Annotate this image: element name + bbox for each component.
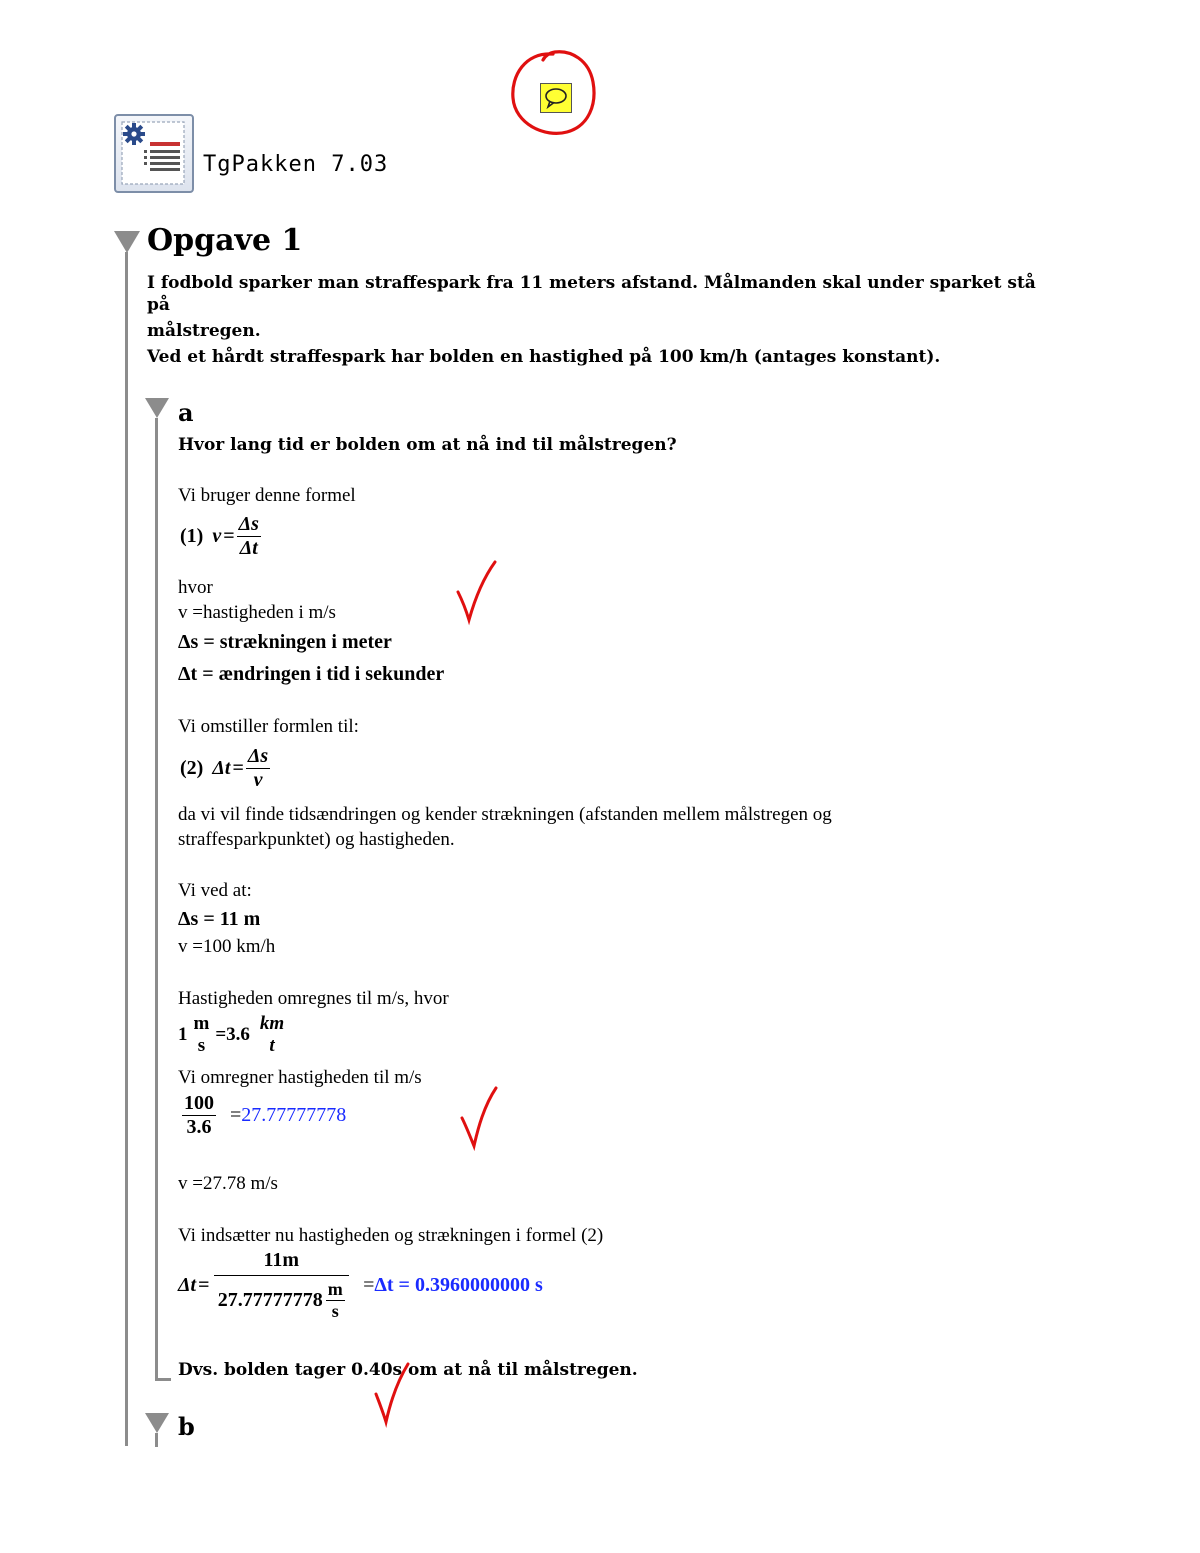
eq3-den-value: 27.77777778	[217, 1288, 323, 1311]
eq-numerator: Δs	[238, 513, 259, 535]
hvor-text: hvor	[178, 577, 213, 598]
calc-result: 27.77777778	[241, 1104, 347, 1126]
equation-label: (2)	[180, 757, 204, 779]
eq3-eq2: =	[363, 1273, 375, 1296]
checkmark-icon	[452, 558, 502, 628]
collapse-triangle-icon[interactable]	[145, 1413, 169, 1433]
subsection-b-outline-line	[155, 1433, 158, 1447]
conv-denominator: t	[269, 1034, 275, 1056]
calc-denominator: 3.6	[186, 1116, 212, 1138]
calc-eq: =	[230, 1104, 242, 1126]
eq-denominator	[216, 1276, 347, 1321]
comment-icon[interactable]	[540, 83, 572, 113]
collapse-triangle-icon[interactable]	[114, 231, 140, 253]
eq-sign: =	[198, 1273, 210, 1296]
known-s: Δs = 11 m	[178, 908, 261, 930]
eq-lhs: Δt	[212, 757, 231, 779]
definition-s: Δs = strækningen i meter	[178, 631, 392, 653]
subsection-b-title: b	[178, 1412, 195, 1441]
insert-text: Vi indsætter nu hastigheden og strækningen i formel (2)	[178, 1225, 604, 1246]
rearrange-text: Vi omstiller formlen til:	[178, 716, 359, 737]
tgpakken-settings-icon[interactable]	[114, 114, 194, 193]
intro-line: Ved et hårdt straffespark har bolden en hastighed på 100 km/h (antages konstant).	[147, 347, 941, 367]
eq-sign: =	[223, 525, 235, 547]
conv-mid: =3.6	[215, 1023, 250, 1045]
comment-annotation[interactable]	[505, 46, 600, 141]
conversion-equation	[178, 1014, 286, 1056]
eq-lhs: Δt	[178, 1273, 197, 1296]
because-line: straffesparkpunktet) og hastigheden.	[178, 829, 455, 850]
eq-denominator: v	[253, 769, 263, 791]
eq-sign: =	[232, 757, 244, 779]
subsection-outline-line	[155, 418, 158, 1381]
convert-text: Hastigheden omregnes til m/s, hvor	[178, 988, 449, 1009]
because-line: da vi vil finde tidsændringen og kender strækningen (afstanden mellem målstregen og	[178, 804, 832, 825]
known-v: v =100 km/h	[178, 936, 276, 957]
checkmark-icon	[456, 1084, 506, 1154]
collapse-triangle-icon[interactable]	[145, 398, 169, 418]
checkmark-icon	[370, 1360, 420, 1430]
v-result: v =27.78 m/s	[178, 1173, 278, 1194]
intro-line: I fodbold sparker man straffespark fra 11 meters afstand. Målmanden skal under sparket stå	[147, 273, 1036, 293]
formula-intro-text: Vi bruger denne formel	[178, 485, 356, 506]
eq3-den-num: m	[327, 1279, 343, 1299]
section-intro	[147, 270, 1036, 370]
intro-line: på	[147, 295, 170, 315]
equation-2	[180, 746, 270, 791]
question-text: Hvor lang tid er bolden om at nå ind til målstregen?	[178, 435, 677, 455]
definition-v: v =hastigheden i m/s	[178, 602, 336, 623]
eq-numerator: Δs	[247, 745, 269, 767]
subsection-outline-foot	[155, 1378, 171, 1381]
calculation	[182, 1093, 346, 1138]
calc-numerator: 100	[184, 1092, 214, 1114]
conv-numerator: m	[193, 1013, 210, 1034]
convert-text-2: Vi omregner hastigheden til m/s	[178, 1067, 422, 1088]
section-title: Opgave 1	[147, 223, 303, 258]
app-title: TgPakken 7.03	[203, 152, 389, 177]
intro-line: målstregen.	[147, 321, 261, 341]
eq-lhs: v	[212, 525, 222, 547]
conv-numerator: km	[259, 1013, 285, 1034]
subsection-a-title: a	[178, 398, 194, 427]
eq-denominator: Δt	[239, 537, 258, 559]
conclusion-text: Dvs. bolden tager 0.40s om at nå til målstregen.	[178, 1360, 638, 1380]
eq-numerator: 11m	[214, 1250, 350, 1276]
eq3-result: Δt = 0.3960000000 s	[374, 1273, 543, 1296]
equation-label: (1)	[180, 525, 204, 547]
section-outline-line	[125, 252, 128, 1446]
definition-t: Δt = ændringen i tid i sekunder	[178, 663, 445, 685]
we-know-text: Vi ved at:	[178, 880, 252, 901]
conv-denominator: s	[197, 1034, 206, 1056]
equation-1	[180, 514, 261, 559]
conv-one: 1	[178, 1023, 188, 1045]
eq3-den-den: s	[331, 1300, 339, 1321]
equation-3	[178, 1250, 543, 1321]
